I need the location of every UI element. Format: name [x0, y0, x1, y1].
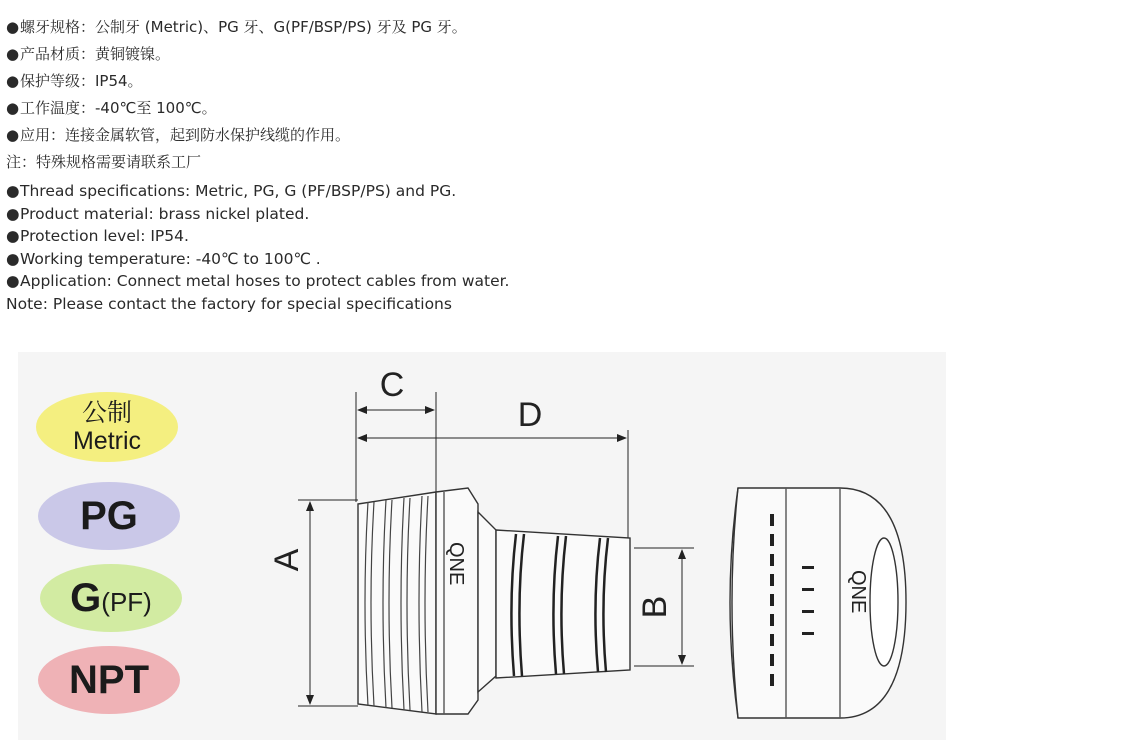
- badge-g-label: G: [70, 575, 102, 620]
- zh-spec-text: 螺牙规格：公制牙 (Metric)、PG 牙、G(PF/BSP/PS) 牙及 PG 牙。: [20, 18, 467, 36]
- connector-end-view: [730, 488, 906, 718]
- zh-spec-thread: [6, 14, 467, 41]
- badge-metric-zh-label: 公制: [81, 398, 132, 427]
- bullet-icon: ●: [6, 126, 20, 144]
- zh-spec-material: [6, 41, 467, 68]
- bullet-icon: ●: [6, 249, 20, 268]
- badge-npt-label: NPT: [69, 657, 149, 702]
- connector-technical-drawing: [18, 352, 946, 740]
- en-spec-material: [6, 203, 509, 226]
- en-spec-text: Protection level: IP54.: [20, 227, 189, 245]
- dimension-a: [268, 500, 358, 706]
- zh-spec-protection: [6, 68, 467, 95]
- dimension-b-label: B: [636, 595, 674, 619]
- en-spec-thread: [6, 180, 509, 203]
- brand-logo-end: QNE: [847, 570, 869, 614]
- dimension-c-label: C: [379, 366, 405, 404]
- brand-logo-side: QNE: [445, 542, 467, 586]
- badge-pf-label: (PF): [101, 586, 152, 617]
- en-spec-text: Working temperature: -40℃ to 100℃ .: [20, 249, 321, 268]
- en-spec-text: Product material: brass nickel plated.: [20, 204, 310, 223]
- zh-spec-application: [6, 122, 467, 149]
- product-diagram-panel: [18, 352, 946, 740]
- zh-spec-text: 产品材质：黄铜镀镍。: [20, 45, 171, 63]
- dimension-d-label: D: [517, 396, 543, 434]
- dimension-c: [356, 366, 436, 502]
- bullet-icon: ●: [6, 204, 20, 223]
- zh-spec-text: 应用：连接金属软管，起到防水保护线缆的作用。: [20, 126, 351, 144]
- bullet-icon: ●: [6, 18, 20, 36]
- dimension-b: [634, 548, 694, 666]
- en-spec-temperature: [6, 248, 509, 271]
- dimension-a-label: A: [268, 548, 306, 572]
- zh-spec-text: 保护等级：IP54。: [20, 72, 143, 90]
- zh-note: 注：特殊规格需要请联系工厂: [6, 153, 202, 171]
- badge-metric-en-label: Metric: [72, 427, 142, 455]
- bullet-icon: ●: [6, 272, 20, 290]
- english-spec-list: [6, 180, 509, 315]
- bullet-icon: ●: [6, 227, 20, 245]
- badge-pg-label: PG: [80, 493, 138, 538]
- en-spec-application: [6, 270, 509, 293]
- en-spec-text: Application: Connect metal hoses to protect cables from water.: [20, 272, 510, 290]
- en-note: Note: Please contact the factory for special specifications: [6, 294, 452, 313]
- connector-side-view: [358, 488, 630, 714]
- bullet-icon: ●: [6, 72, 20, 90]
- zh-spec-text: 工作温度：-40℃至 100℃。: [20, 99, 217, 117]
- chinese-spec-list: [6, 14, 467, 176]
- bullet-icon: ●: [6, 99, 20, 117]
- en-spec-protection: [6, 225, 509, 248]
- bullet-icon: ●: [6, 182, 20, 200]
- en-spec-text: Thread specifications: Metric, PG, G (PF/BSP/PS) and PG.: [20, 182, 457, 200]
- zh-spec-temperature: [6, 95, 467, 122]
- bullet-icon: ●: [6, 45, 20, 63]
